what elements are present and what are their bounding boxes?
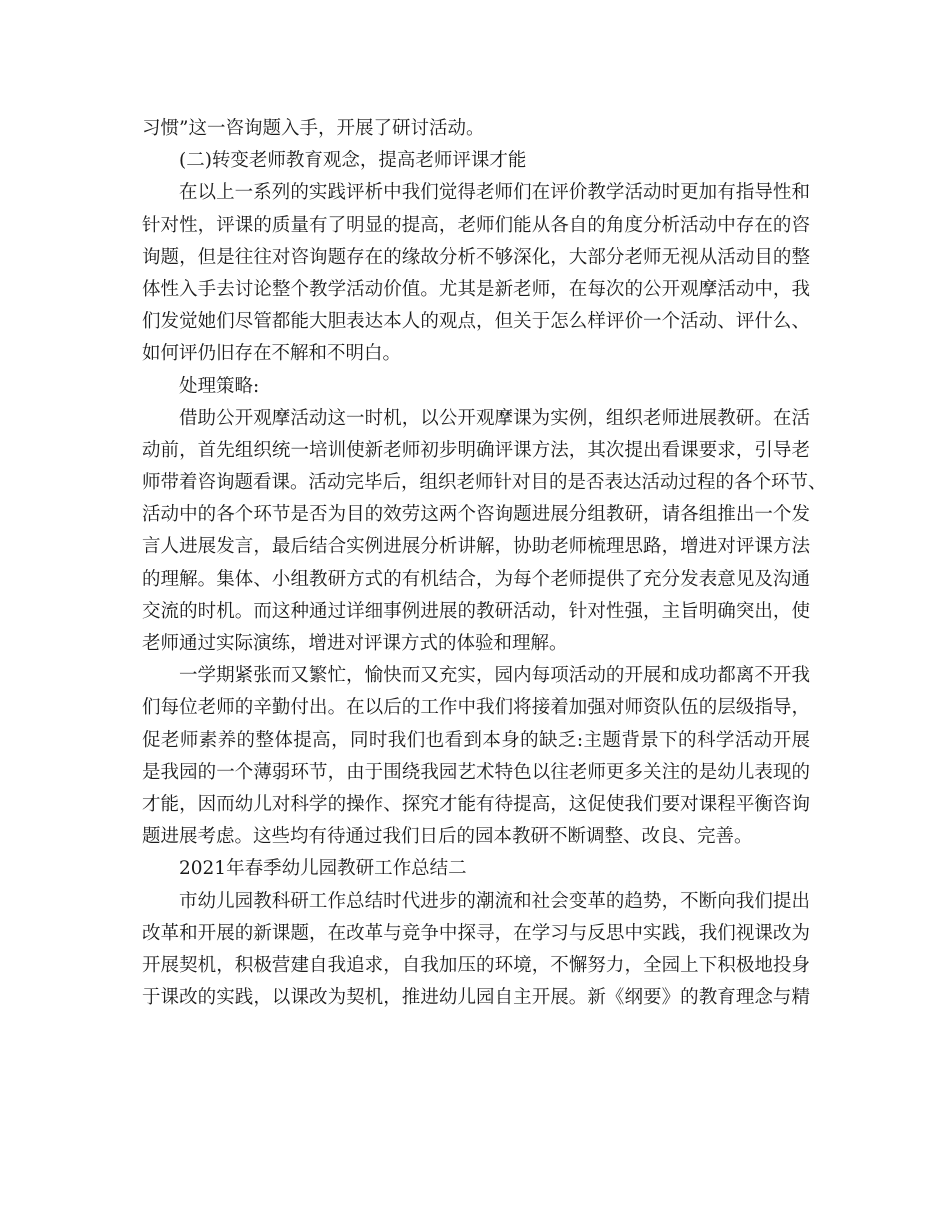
text-line: 于课改的实践，以课改为契机，推进幼儿园自主开展。新《纲要》的教育理念与精 (142, 987, 810, 1009)
text-line: 2021年春季幼儿园教研工作总结二 (179, 858, 467, 880)
text-line: 体性入手去讨论整个教学活动价值。尤其是新老师，在每次的公开观摩活动中，我 (142, 278, 810, 300)
text-line: 市幼儿园教科研工作总结时代进步的潮流和社会变革的趋势，不断向我们提出 (179, 890, 810, 912)
text-line: 动前，首先组织统一培训使新老师初步明确评课方法，其次提出看课要求，引导老 (142, 439, 810, 461)
text-line: 针对性，评课的质量有了明显的提高，老师们能从各自的角度分析活动中存在的咨 (142, 214, 810, 236)
text-line: 一学期紧张而又繁忙，愉快而又充实，园内每项活动的开展和成功都离不开我 (179, 665, 810, 687)
text-line: 开展契机，积极营建自我追求，自我加压的环境，不懈努力，全园上下积极地投身 (142, 954, 810, 976)
text-line: 师带着咨询题看课。活动完毕后，组织老师针对目的是否表达活动过程的各个环节、 (142, 472, 827, 494)
text-line: 处理策略: (179, 375, 260, 397)
text-line: 老师通过实际演练，增进对评课方式的体验和理解。 (142, 633, 568, 654)
text-line: 题进展考虑。这些均有待通过我们日后的园本教研不断调整、改良、完善。 (142, 826, 753, 848)
text-line: 促老师素养的整体提高，同时我们也看到本身的缺乏:主题背景下的科学活动开展 (142, 729, 810, 751)
text-line: 活动中的各个环节是否为目的效劳这两个咨询题进展分组教研，请各组推出一个发 (142, 504, 810, 526)
text-line: 询题，但是往往对咨询题存在的缘故分析不够深化，大部分老师无视从活动目的整 (142, 246, 810, 268)
text-line: 的理解。集体、小组教研方式的有机结合，为每个老师提供了充分发表意见及沟通 (142, 568, 810, 590)
text-line: 习惯”这一咨询题入手，开展了研讨活动。 (142, 118, 485, 139)
text-line: 是我园的一个薄弱环节，由于围绕我园艺术特色以往老师更多关注的是幼儿表现的 (142, 761, 810, 783)
text-line: 改革和开展的新课题，在改革与竞争中探寻，在学习与反思中实践，我们视课改为 (142, 922, 810, 944)
text-line: 借助公开观摩活动这一时机，以公开观摩课为实例，组织老师进展教研。在活 (179, 407, 810, 429)
text-line: 们每位老师的辛勤付出。在以后的工作中我们将接着加强对师资队伍的层级指导， (142, 697, 810, 719)
text-line: 如何评仍旧存在不解和不明白。 (142, 343, 402, 365)
text-line: 们发觉她们尽管都能大胆表达本人的观点，但关于怎么样评价一个活动、评什么、 (142, 311, 810, 333)
text-line: 交流的时机。而这种通过详细事例进展的教研活动，针对性强，主旨明确突出，使 (142, 600, 810, 622)
text-line: 言人进展发言，最后结合实例进展分析讲解，协助老师梳理思路，增进对评课方法 (142, 536, 810, 558)
text-line: (二)转变老师教育观念，提高老师评课才能 (179, 150, 527, 172)
document-body (142, 113, 827, 1014)
text-line: 在以上一系列的实践评析中我们觉得老师们在评价教学活动时更加有指导性和 (179, 182, 810, 204)
text-line: 才能，因而幼儿对科学的操作、探究才能有待提高，这促使我们要对课程平衡咨询 (142, 793, 810, 815)
